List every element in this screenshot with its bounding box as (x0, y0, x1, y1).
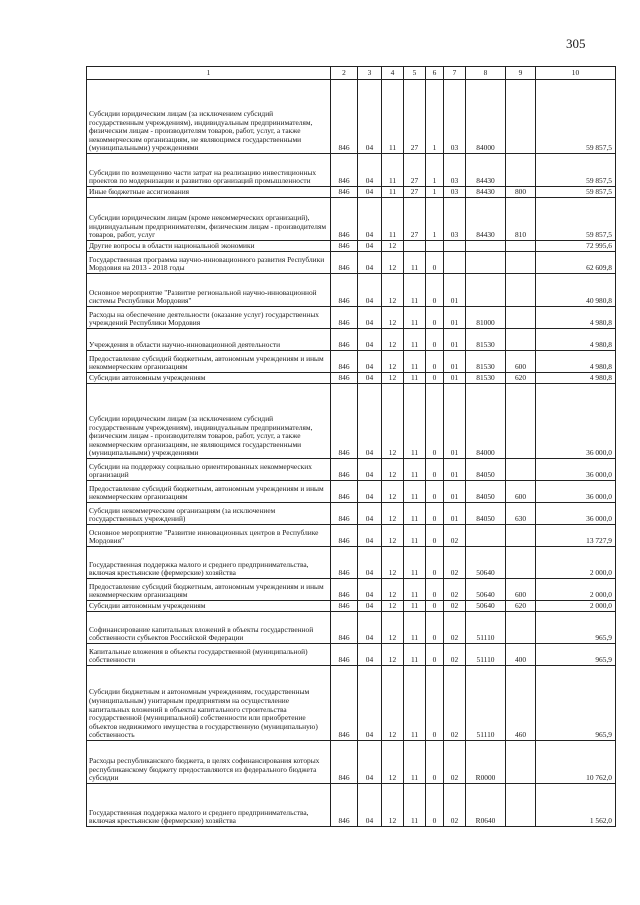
row-amount: 72 995,6 (536, 241, 616, 252)
row-amount: 4 980,8 (536, 373, 616, 384)
row-code: 11 (382, 80, 404, 154)
row-code: 846 (331, 241, 358, 252)
row-code: 01 (444, 384, 466, 459)
row-code: 81530 (466, 351, 506, 373)
row-amount: 40 980,8 (536, 274, 616, 307)
row-code: 846 (331, 187, 358, 198)
row-description: Государственная поддержка малого и среднего предпринимательства, включая крестьянские (фермерские) хозяйства (87, 547, 331, 579)
table-row (87, 307, 616, 329)
row-code: 12 (382, 503, 404, 525)
row-code: 12 (382, 459, 404, 481)
row-code: 27 (404, 154, 426, 187)
row-code (506, 525, 536, 547)
row-code: 27 (404, 198, 426, 241)
table-row (87, 187, 616, 198)
row-code: 0 (426, 666, 444, 741)
row-code: 846 (331, 329, 358, 351)
row-code: 04 (358, 741, 382, 784)
row-amount: 10 762,0 (536, 741, 616, 784)
column-header: 1 (87, 67, 331, 80)
row-code: 846 (331, 612, 358, 644)
row-amount: 4 980,8 (536, 329, 616, 351)
row-amount: 36 000,0 (536, 384, 616, 459)
row-amount: 59 857,5 (536, 198, 616, 241)
row-amount: 36 000,0 (536, 459, 616, 481)
row-code: 01 (444, 373, 466, 384)
row-code (506, 329, 536, 351)
row-code: 04 (358, 503, 382, 525)
row-code: 04 (358, 384, 382, 459)
row-code: 12 (382, 351, 404, 373)
row-code: 0 (426, 307, 444, 329)
row-code: 12 (382, 666, 404, 741)
row-code: 846 (331, 274, 358, 307)
row-code: 846 (331, 307, 358, 329)
row-code: 12 (382, 547, 404, 579)
row-code: 1 (426, 198, 444, 241)
row-code: 02 (444, 525, 466, 547)
row-code: 0 (426, 525, 444, 547)
row-code: 0 (426, 252, 444, 274)
row-description: Предоставление субсидий бюджетным, автономным учреждениям и иным некоммерческим организациям (87, 481, 331, 503)
row-description: Софинансирование капитальных вложений в объекты государственной собственности субъектов Российской Федерации (87, 612, 331, 644)
row-code (466, 274, 506, 307)
row-code: 846 (331, 80, 358, 154)
row-code: 11 (404, 384, 426, 459)
table-row (87, 80, 616, 154)
row-amount: 36 000,0 (536, 503, 616, 525)
row-description: Расходы республиканского бюджета, в целях софинансирования которых республиканскому бюджету предоставляются из федерального бюджета субсидии (87, 741, 331, 784)
row-code: 01 (444, 307, 466, 329)
row-amount: 2 000,0 (536, 601, 616, 612)
row-code: 0 (426, 784, 444, 827)
row-code: 400 (506, 644, 536, 666)
row-code: 04 (358, 666, 382, 741)
row-code: 84050 (466, 481, 506, 503)
row-description: Субсидии юридическим лицам (за исключением субсидий государственным учреждениям), индивидуальным предпринимателям, физическим лицам - производителям товаров, работ, услуг, а также некоммерческим организациям, не являющимся государственными (муниципальными) учреждениями (87, 384, 331, 459)
row-code: 12 (382, 307, 404, 329)
row-code: 620 (506, 373, 536, 384)
row-code: 460 (506, 666, 536, 741)
row-amount: 965,9 (536, 644, 616, 666)
table-row (87, 459, 616, 481)
row-code: 02 (444, 601, 466, 612)
row-code: 0 (426, 503, 444, 525)
table-row (87, 525, 616, 547)
row-code: 84000 (466, 384, 506, 459)
row-amount: 36 000,0 (536, 481, 616, 503)
column-header: 3 (358, 67, 382, 80)
row-code: 02 (444, 666, 466, 741)
row-code: 0 (426, 329, 444, 351)
row-code (506, 612, 536, 644)
row-code: 846 (331, 481, 358, 503)
table-row (87, 666, 616, 741)
column-header: 4 (382, 67, 404, 80)
row-amount: 965,9 (536, 666, 616, 741)
row-code: 11 (404, 307, 426, 329)
row-code: 11 (404, 644, 426, 666)
column-header: 7 (444, 67, 466, 80)
row-description: Субсидии некоммерческим организациям (за исключением государственных учреждений) (87, 503, 331, 525)
row-description: Государственная программа научно-инновационного развития Республики Мордовия на 2013 - 2018 годы (87, 252, 331, 274)
row-code: 02 (444, 644, 466, 666)
row-code: 11 (382, 187, 404, 198)
row-code: 04 (358, 525, 382, 547)
row-code: 12 (382, 784, 404, 827)
row-code: 12 (382, 252, 404, 274)
table-row (87, 351, 616, 373)
row-code (506, 252, 536, 274)
row-code: 0 (426, 373, 444, 384)
table-row (87, 644, 616, 666)
row-code: 04 (358, 154, 382, 187)
row-code: 0 (426, 351, 444, 373)
row-code: 03 (444, 198, 466, 241)
row-code: 1 (426, 80, 444, 154)
row-code: 81530 (466, 373, 506, 384)
row-code: 04 (358, 329, 382, 351)
row-description: Субсидии юридическим лицам (кроме некоммерческих организаций), индивидуальным предпринимателям, физическим лицам - производителям товаров, работ, услуг (87, 198, 331, 241)
row-code: 04 (358, 459, 382, 481)
table-row (87, 481, 616, 503)
row-description: Основное мероприятие "Развитие региональной научно-инновационной системы Республики Мордовия" (87, 274, 331, 307)
row-code: 846 (331, 384, 358, 459)
row-code: 846 (331, 351, 358, 373)
row-amount: 1 562,0 (536, 784, 616, 827)
row-amount: 59 857,5 (536, 80, 616, 154)
table-row (87, 373, 616, 384)
row-code: 12 (382, 601, 404, 612)
row-description: Предоставление субсидий бюджетным, автономным учреждениям и иным некоммерческим организациям (87, 351, 331, 373)
row-code: 11 (404, 601, 426, 612)
row-code: 11 (404, 274, 426, 307)
row-code: 0 (426, 644, 444, 666)
table-row (87, 241, 616, 252)
row-code: 846 (331, 198, 358, 241)
row-description: Субсидии по возмещению части затрат на реализацию инвестиционных проектов по модернизации и развитию организаций промышленности (87, 154, 331, 187)
row-code: 12 (382, 612, 404, 644)
row-code (506, 384, 536, 459)
row-code: 50640 (466, 601, 506, 612)
row-code: 600 (506, 351, 536, 373)
row-description: Субсидии бюджетным и автономным учреждениям, государственным (муниципальным) унитарным предприятиям на осуществление капитальных вложений в объекты капитального строительства государственной (муниципальной) собственности или приобретение объектов недвижимого имущества в государственную (муниципальную) собственность (87, 666, 331, 741)
table-row (87, 784, 616, 827)
row-code: 04 (358, 601, 382, 612)
row-code: 846 (331, 547, 358, 579)
row-code (506, 741, 536, 784)
table-row (87, 252, 616, 274)
row-code: 846 (331, 252, 358, 274)
row-description: Субсидии на поддержку социально ориентированных некоммерческих организаций (87, 459, 331, 481)
row-code: 11 (404, 666, 426, 741)
row-code: 0 (426, 741, 444, 784)
row-code (444, 241, 466, 252)
row-code: 0 (426, 612, 444, 644)
row-code: 03 (444, 80, 466, 154)
row-code (466, 252, 506, 274)
row-code (426, 241, 444, 252)
row-code: 846 (331, 784, 358, 827)
row-code: 11 (404, 579, 426, 601)
row-code (506, 80, 536, 154)
row-code (506, 459, 536, 481)
row-code: 600 (506, 579, 536, 601)
row-code: 11 (404, 547, 426, 579)
column-header: 5 (404, 67, 426, 80)
row-description: Расходы на обеспечение деятельности (оказание услуг) государственных учреждений Республики Мордовия (87, 307, 331, 329)
row-description: Государственная поддержка малого и среднего предпринимательства, включая крестьянские (фермерские) хозяйства (87, 784, 331, 827)
row-code: 11 (404, 741, 426, 784)
table-row (87, 274, 616, 307)
row-code: 04 (358, 351, 382, 373)
row-code: 02 (444, 547, 466, 579)
row-code: 0 (426, 579, 444, 601)
row-code: 0 (426, 274, 444, 307)
row-code: 84000 (466, 80, 506, 154)
row-code: 04 (358, 373, 382, 384)
table-row (87, 579, 616, 601)
column-header: 8 (466, 67, 506, 80)
table-row (87, 329, 616, 351)
row-code: 12 (382, 373, 404, 384)
row-description: Капитальные вложения в объекты государственной (муниципальной) собственности (87, 644, 331, 666)
column-header: 10 (536, 67, 616, 80)
row-description: Основное мероприятие "Развитие инновационных центров в Республике Мордовия" (87, 525, 331, 547)
row-code: 846 (331, 741, 358, 784)
row-code: 12 (382, 274, 404, 307)
row-code (506, 241, 536, 252)
row-code: 04 (358, 80, 382, 154)
row-code: 04 (358, 612, 382, 644)
row-code: 12 (382, 384, 404, 459)
row-code: 01 (444, 274, 466, 307)
row-code: R0000 (466, 741, 506, 784)
row-code: 04 (358, 252, 382, 274)
row-code: 04 (358, 274, 382, 307)
row-code (466, 525, 506, 547)
row-amount: 2 000,0 (536, 547, 616, 579)
row-code (444, 252, 466, 274)
row-description: Учреждения в области научно-инновационной деятельности (87, 329, 331, 351)
column-header: 2 (331, 67, 358, 80)
row-code: 1 (426, 187, 444, 198)
row-code (506, 274, 536, 307)
row-code: 11 (404, 525, 426, 547)
row-code: 846 (331, 503, 358, 525)
row-code (506, 154, 536, 187)
row-code: 12 (382, 481, 404, 503)
row-code: 02 (444, 741, 466, 784)
page-number: 305 (566, 36, 586, 51)
row-code: 04 (358, 547, 382, 579)
row-code: 12 (382, 741, 404, 784)
row-code: 81530 (466, 329, 506, 351)
row-code: 84430 (466, 198, 506, 241)
row-code: 51110 (466, 644, 506, 666)
row-code: 800 (506, 187, 536, 198)
row-code: 12 (382, 329, 404, 351)
row-code: 846 (331, 601, 358, 612)
row-amount: 4 980,8 (536, 307, 616, 329)
row-code: 11 (404, 612, 426, 644)
row-code: 01 (444, 503, 466, 525)
row-description: Субсидии юридическим лицам (за исключением субсидий государственным учреждениям), индивидуальным предпринимателям, физическим лицам - производителям товаров, работ, услуг, а также некоммерческим организациям, не являющимся государственными (муниципальными) учреждениями (87, 80, 331, 154)
row-code: 0 (426, 547, 444, 579)
row-code: 51110 (466, 612, 506, 644)
row-amount: 62 609,8 (536, 252, 616, 274)
row-code: 620 (506, 601, 536, 612)
row-code: 600 (506, 481, 536, 503)
table-row (87, 741, 616, 784)
row-code: 846 (331, 666, 358, 741)
table-row (87, 198, 616, 241)
row-code: 84050 (466, 459, 506, 481)
row-code: 02 (444, 784, 466, 827)
column-header: 9 (506, 67, 536, 80)
row-code: 11 (382, 154, 404, 187)
row-description: Субсидии автономным учреждениям (87, 601, 331, 612)
row-code: 12 (382, 579, 404, 601)
table-header-row (87, 67, 616, 80)
row-code: 810 (506, 198, 536, 241)
row-code: 846 (331, 644, 358, 666)
row-code (506, 784, 536, 827)
row-code: 04 (358, 241, 382, 252)
row-description: Субсидии автономным учреждениям (87, 373, 331, 384)
row-code: 11 (382, 198, 404, 241)
row-code: 0 (426, 601, 444, 612)
row-code: 04 (358, 187, 382, 198)
row-code: 846 (331, 579, 358, 601)
row-description: Предоставление субсидий бюджетным, автономным учреждениям и иным некоммерческим организациям (87, 579, 331, 601)
row-code: 11 (404, 351, 426, 373)
row-code (466, 241, 506, 252)
row-code: 51110 (466, 666, 506, 741)
row-code: R0640 (466, 784, 506, 827)
row-code: 0 (426, 481, 444, 503)
row-code: 11 (404, 252, 426, 274)
row-code: 02 (444, 612, 466, 644)
table-row (87, 601, 616, 612)
row-description: Другие вопросы в области национальной экономики (87, 241, 331, 252)
column-header: 6 (426, 67, 444, 80)
row-code: 11 (404, 373, 426, 384)
row-code: 01 (444, 351, 466, 373)
table-row (87, 384, 616, 459)
row-code: 01 (444, 329, 466, 351)
row-code: 02 (444, 579, 466, 601)
row-code: 84430 (466, 187, 506, 198)
row-code: 84430 (466, 154, 506, 187)
row-code: 04 (358, 579, 382, 601)
row-code: 27 (404, 187, 426, 198)
row-code: 0 (426, 384, 444, 459)
row-code: 01 (444, 459, 466, 481)
row-code: 12 (382, 241, 404, 252)
row-code: 04 (358, 481, 382, 503)
row-code: 0 (426, 459, 444, 481)
budget-table (86, 66, 616, 827)
table-row (87, 547, 616, 579)
table-row (87, 154, 616, 187)
row-code: 50640 (466, 579, 506, 601)
row-code: 846 (331, 373, 358, 384)
row-code: 01 (444, 481, 466, 503)
row-code: 03 (444, 187, 466, 198)
row-code: 11 (404, 784, 426, 827)
row-code: 846 (331, 154, 358, 187)
row-code: 846 (331, 525, 358, 547)
row-amount: 4 980,8 (536, 351, 616, 373)
row-code: 27 (404, 80, 426, 154)
row-code: 11 (404, 459, 426, 481)
row-code (506, 547, 536, 579)
row-code: 11 (404, 329, 426, 351)
row-code: 50640 (466, 547, 506, 579)
row-code: 81000 (466, 307, 506, 329)
row-amount: 2 000,0 (536, 579, 616, 601)
row-code: 04 (358, 784, 382, 827)
row-code: 846 (331, 459, 358, 481)
row-code: 84050 (466, 503, 506, 525)
row-description: Иные бюджетные ассигнования (87, 187, 331, 198)
row-code: 04 (358, 198, 382, 241)
row-code: 04 (358, 644, 382, 666)
row-code: 630 (506, 503, 536, 525)
row-amount: 59 857,5 (536, 154, 616, 187)
row-code: 04 (358, 307, 382, 329)
table-row (87, 612, 616, 644)
row-code: 1 (426, 154, 444, 187)
row-code: 03 (444, 154, 466, 187)
row-code: 12 (382, 644, 404, 666)
row-code: 11 (404, 503, 426, 525)
row-code: 12 (382, 525, 404, 547)
row-code (404, 241, 426, 252)
row-amount: 13 727,9 (536, 525, 616, 547)
row-code (506, 307, 536, 329)
row-code: 11 (404, 481, 426, 503)
table-row (87, 503, 616, 525)
row-amount: 965,9 (536, 612, 616, 644)
row-amount: 59 857,5 (536, 187, 616, 198)
